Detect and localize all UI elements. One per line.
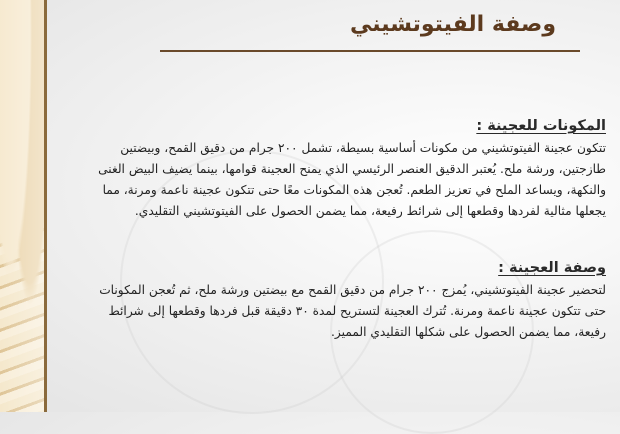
recipe-heading: وصفة العجينة : (498, 260, 606, 276)
ingredients-text: تتكون عجينة الفيتوتشيني من مكونات أساسية بسيطة، تشمل ٢٠٠ جرام من دقيق القمح، وبيضتين طازجتين، ورشة ملح. يُعتبر الدقيق العنصر الرئيسي الذي يمنح العجينة قوامها، بينما يضيف البيض الغنى والنكهة، ويساعد الملح في تعزيز الطعم. تُعجن هذه المكونات معًا حتى تتكون عجينة ناعمة ومرنة، مما يجعلها مثالية لفردها وقطعها إلى شرائط رفيعة، مما يضمن الحصول على الفيتوتشيني التقليدي. (98, 141, 606, 218)
page-title: وصفة الفيتوتشيني (349, 12, 556, 37)
pasta-photo-strip (0, 0, 44, 412)
recipe-section (96, 260, 606, 343)
vertical-divider (44, 0, 47, 412)
title-underline (160, 50, 580, 52)
ingredients-heading: المكونات للعجينة : (476, 118, 606, 134)
ingredients-section (96, 118, 606, 222)
recipe-text: لتحضير عجينة الفيتوتشيني، يُمزج ٢٠٠ جرام من دقيق القمح مع بيضتين ورشة ملح، ثم تُعجن المكونات حتى تتكون عجينة ناعمة ومرنة. تُترك العجينة لتستريح لمدة ٣٠ دقيقة قبل فردها وقطعها إلى شرائط رفيعة، مما يضمن الحصول على شكلها التقليدي المميز. (99, 283, 606, 339)
